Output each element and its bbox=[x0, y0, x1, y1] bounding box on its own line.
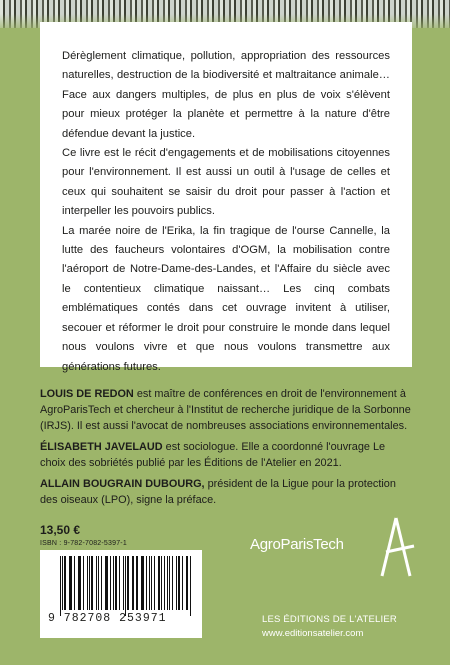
barcode-bar bbox=[182, 556, 183, 610]
barcode-bar bbox=[115, 556, 117, 610]
barcode-bar bbox=[164, 556, 165, 610]
barcode-bar bbox=[190, 556, 191, 616]
summary-panel bbox=[40, 22, 412, 373]
author-description: président de la Ligue pour la protection des oiseaux (LPO), signe la préface. bbox=[40, 478, 396, 506]
barcode-bar bbox=[91, 556, 93, 610]
barcode-bar bbox=[96, 556, 97, 610]
author-bio-2 bbox=[40, 439, 412, 471]
barcode-bar bbox=[123, 556, 124, 610]
barcode-bar bbox=[125, 556, 126, 616]
barcode-bar bbox=[78, 556, 79, 610]
summary-paragraph-3: La marée noire de l'Erika, la fin tragique de l'ourse Cannelle, la lutte des faucheurs volontaires d'OGM, la mobilisation contre l'aéroport de Notre-Dame-des-Landes, et l'Affaire du siècle avec le contentieux climatique naissant… Les cinq combats emblématiques contés dans cet ouvrage invitent à utiliser, secouer et réformer le droit pour construire le monde dans lequel nous voulons vivre et que nous voulons transmettre aux générations futures. bbox=[62, 224, 390, 373]
barcode-bar bbox=[98, 556, 99, 610]
barcode-bar bbox=[167, 556, 168, 610]
author-description: est sociologue. Elle a coordonné l'ouvrage Le choix des sobriétés publié par les Éditions de l'Atelier en 2021. bbox=[40, 441, 386, 469]
barcode-bar bbox=[136, 556, 138, 610]
barcode-bar bbox=[151, 556, 152, 610]
barcode-digits: 9 782708 253971 bbox=[48, 612, 167, 625]
barcode-bar bbox=[74, 556, 75, 610]
barcode-bar bbox=[186, 556, 187, 610]
logo-mark-icon bbox=[376, 516, 416, 578]
summary-paragraph-1: Dérèglement climatique, pollution, appropriation des ressources naturelles, destruction de la biodiversité et maltraitance animale… Face aux dangers multiples, de plus en plus de voix s'élèvent pour mieux protéger la planète et permettre à la nature d'être défendue devant la justice. bbox=[62, 50, 390, 140]
barcode-bar bbox=[106, 556, 107, 610]
barcode-bars bbox=[60, 556, 194, 616]
barcode-bar bbox=[89, 556, 90, 610]
agroparistech-logo bbox=[250, 516, 420, 576]
summary-paragraph-2: Ce livre est le récit d'engagements et de mobilisations citoyennes pour l'environnement. Il est aussi un outil à l'usage de celles et ceux qui souhaitent se saisir du droit pour passer à l'action et interpeller les pouvoirs publics. bbox=[62, 147, 390, 218]
author-name: LOUIS DE REDON bbox=[40, 388, 134, 400]
barcode-bar bbox=[113, 556, 114, 610]
barcode-bar bbox=[110, 556, 111, 610]
barcode-bar bbox=[142, 556, 143, 610]
barcode-bar bbox=[172, 556, 173, 610]
barcode-bar bbox=[178, 556, 180, 610]
author-name: ALLAIN BOUGRAIN DUBOURG, bbox=[40, 478, 205, 490]
author-description: est maître de conférences en droit de l'environnement à AgroParisTech et chercheur à l'Institut de recherche juridique de la Sorbonne (IRJS). Il est aussi l'avocat de nombreuses associations environnementales. bbox=[40, 388, 411, 432]
barcode-bar bbox=[64, 556, 65, 610]
barcode-bar bbox=[87, 556, 88, 610]
barcode-bar bbox=[169, 556, 170, 610]
barcode-bar bbox=[176, 556, 177, 610]
barcode-bar bbox=[70, 556, 72, 610]
author-bio-1 bbox=[40, 386, 412, 434]
barcode-bar bbox=[146, 556, 147, 610]
barcode-bar bbox=[83, 556, 84, 610]
publisher-name: LES ÉDITIONS DE L'ATELIER bbox=[262, 614, 397, 625]
barcode-bar bbox=[132, 556, 133, 610]
barcode-bar bbox=[119, 556, 120, 610]
price: 13,50 € bbox=[40, 523, 81, 537]
barcode-bar bbox=[79, 556, 80, 610]
barcode-bar bbox=[127, 556, 128, 610]
barcode-bar bbox=[133, 556, 134, 610]
author-name: ÉLISABETH JAVELAUD bbox=[40, 441, 163, 453]
barcode-bar bbox=[161, 556, 162, 610]
barcode-bar bbox=[141, 556, 142, 610]
publisher-website: www.editionsatelier.com bbox=[262, 628, 364, 639]
barcode-bar bbox=[62, 556, 63, 610]
barcode-bar bbox=[187, 556, 188, 610]
logo-text: AgroParisTech bbox=[250, 536, 344, 553]
author-bios bbox=[40, 386, 412, 513]
barcode-bar bbox=[149, 556, 150, 610]
barcode-bar bbox=[101, 556, 102, 610]
barcode-bar bbox=[69, 556, 70, 610]
barcode-bar bbox=[154, 556, 155, 610]
barcode bbox=[40, 550, 202, 638]
isbn: ISBN : 9-782-7082-5397-1 bbox=[40, 540, 127, 547]
barcode-bar bbox=[60, 556, 61, 616]
author-bio-3 bbox=[40, 476, 412, 508]
barcode-bar bbox=[158, 556, 160, 610]
barcode-bar bbox=[105, 556, 106, 610]
